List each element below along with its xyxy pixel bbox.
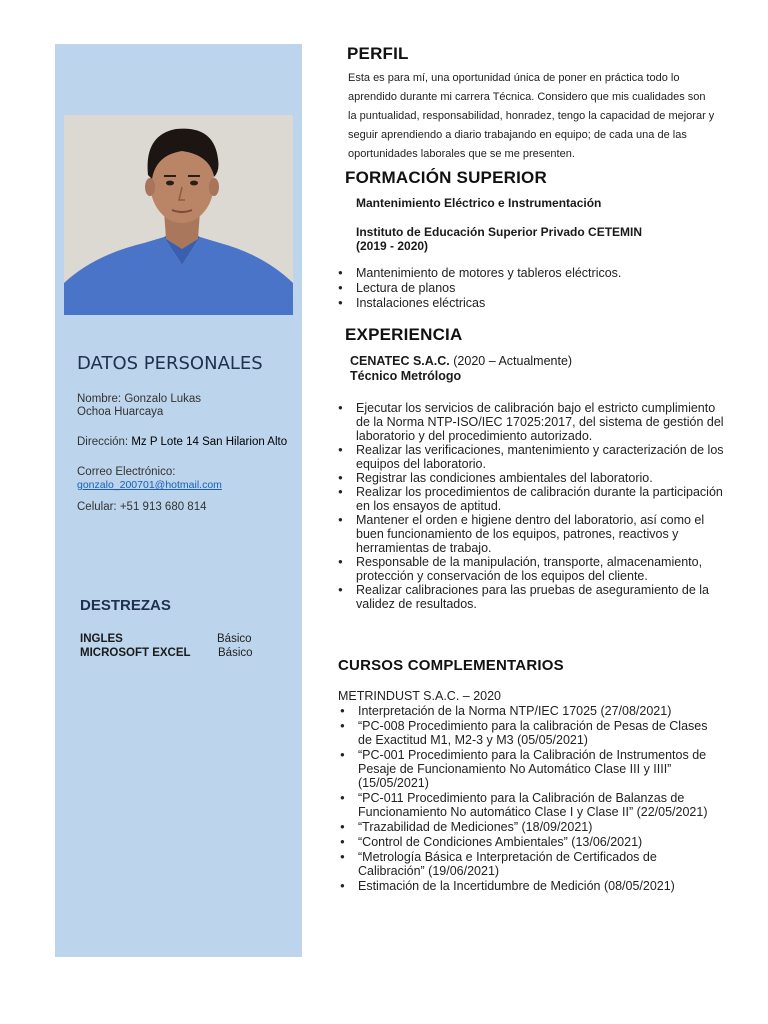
personal-data — [77, 393, 302, 531]
nombre-value-line1: Gonzalo Lukas — [124, 393, 202, 405]
list-item: ● Mantener el orden e higiene dentro del laboratorio, así como el buen funcionamiento de los equipos, patrones, reactivos y herramientas de trabajo. — [356, 513, 726, 555]
list-item: ● “Control de Condiciones Ambientales” (13/06/2021) — [358, 835, 723, 849]
list-item: ● Registrar las condiciones ambientales del laboratorio. — [356, 471, 726, 485]
perfil-heading: PERFIL — [347, 44, 409, 63]
skill-name: MICROSOFT EXCEL — [80, 647, 191, 659]
datos-personales-heading: DATOS PERSONALES — [77, 353, 263, 374]
formacion-periodo: (2019 - 2020) — [356, 239, 429, 253]
direccion-value: Mz P Lote 14 San Hilarion Alto — [131, 436, 288, 448]
list-item: ● “PC-008 Procedimiento para la calibración de Pesas de Clases de Exactitud M1, M2-3 y M3 (05/05/2021) — [358, 719, 723, 747]
list-item: ● Ejecutar los servicios de calibración bajo el estricto cumplimiento de la Norma NTP-ISO/IEC 17025:2017, del sistema de gestión del laboratorio y del procedimiento autorizado. — [356, 401, 726, 443]
experiencia-list — [338, 401, 726, 611]
formacion-heading: FORMACIÓN SUPERIOR — [345, 168, 547, 187]
experiencia-cargo: Técnico Metrólogo — [350, 369, 462, 383]
list-item: ● “Trazabilidad de Mediciones” (18/09/2021) — [358, 820, 723, 834]
list-item: ● Mantenimiento de motores y tableros eléctricos. — [356, 266, 736, 280]
cursos-list — [340, 704, 723, 893]
email-link[interactable]: gonzalo_200701@hotmail.com — [77, 479, 222, 491]
list-item: ● Lectura de planos — [356, 281, 736, 295]
portrait-image — [64, 115, 293, 315]
list-item: ● Interpretación de la Norma NTP/IEC 17025 (27/08/2021) — [358, 704, 723, 718]
skill-level: Básico — [218, 647, 253, 659]
list-item: ● Realizar las verificaciones, mantenimiento y caracterización de los equipos del laboratorio. — [356, 443, 726, 471]
skill-level: Básico — [217, 633, 252, 645]
celular-block — [77, 501, 302, 514]
skill-name: INGLES — [80, 633, 123, 645]
list-item: ● “PC-011 Procedimiento para la Calibración de Balanzas de Funcionamiento No automático Clase I y Clase II” (22/05/2021) — [358, 791, 723, 819]
celular-value: +51 913 680 814 — [119, 501, 207, 513]
formacion-list — [338, 266, 736, 310]
correo-block — [77, 466, 302, 492]
perfil-text: Esta es para mí, una oportunidad única de poner en práctica todo lo aprendido durante mi carrera Técnica. Considero que mis cualidades son la puntualidad, responsabilidad, honradez, tengo la capacidad de mejorar y seguir aprendiendo a diario trabajando en equipo; de cada una de las oportunidades laborales que se me presenten. — [348, 72, 715, 160]
list-item: ● “PC-001 Procedimiento para la Calibración de Instrumentos de Pesaje de Funcionamiento No Automático Clase III y IIII” (15/05/2021) — [358, 748, 723, 790]
experiencia-heading: EXPERIENCIA — [345, 325, 463, 344]
nombre-block — [77, 393, 302, 419]
direccion-block — [77, 436, 302, 449]
destrezas-heading: DESTREZAS — [80, 597, 171, 614]
list-item: ● Realizar calibraciones para las pruebas de aseguramiento de la validez de resultados. — [356, 583, 726, 611]
list-item: ● Estimación de la Incertidumbre de Medición (08/05/2021) — [358, 879, 723, 893]
experiencia-periodo: (2020 – Actualmente) — [453, 354, 573, 368]
experiencia-empresa: CENATEC S.A.C. — [350, 354, 450, 368]
direccion-label: Dirección: — [77, 436, 129, 448]
list-item: ● Responsable de la manipulación, transporte, almacenamiento, protección y conservación de los equipos del cliente. — [356, 555, 726, 583]
skills-list — [80, 632, 253, 660]
skill-row — [80, 646, 253, 660]
list-item: ● “Metrología Básica e Interpretación de Certificados de Calibración” (19/06/2021) — [358, 850, 723, 878]
correo-label: Correo Electrónico: — [77, 466, 176, 478]
celular-label: Celular: — [77, 501, 117, 513]
sidebar — [55, 44, 302, 957]
cursos-heading: CURSOS COMPLEMENTARIOS — [338, 657, 564, 674]
experiencia-company-line — [350, 354, 572, 368]
cursos-entidad: METRINDUST S.A.C. – 2020 — [338, 689, 502, 703]
formacion-carrera: Mantenimiento Eléctrico e Instrumentación — [356, 196, 602, 210]
skill-row — [80, 632, 253, 646]
list-item: ● Instalaciones eléctricas — [356, 296, 736, 310]
nombre-label: Nombre: — [77, 393, 122, 405]
list-item: ● Realizar los procedimientos de calibración durante la participación en los ensayos de aptitud. — [356, 485, 726, 513]
profile-photo — [64, 115, 293, 315]
nombre-value-line2: Ochoa Huarcaya — [77, 406, 164, 418]
formacion-instituto: Instituto de Educación Superior Privado CETEMIN — [356, 225, 643, 239]
